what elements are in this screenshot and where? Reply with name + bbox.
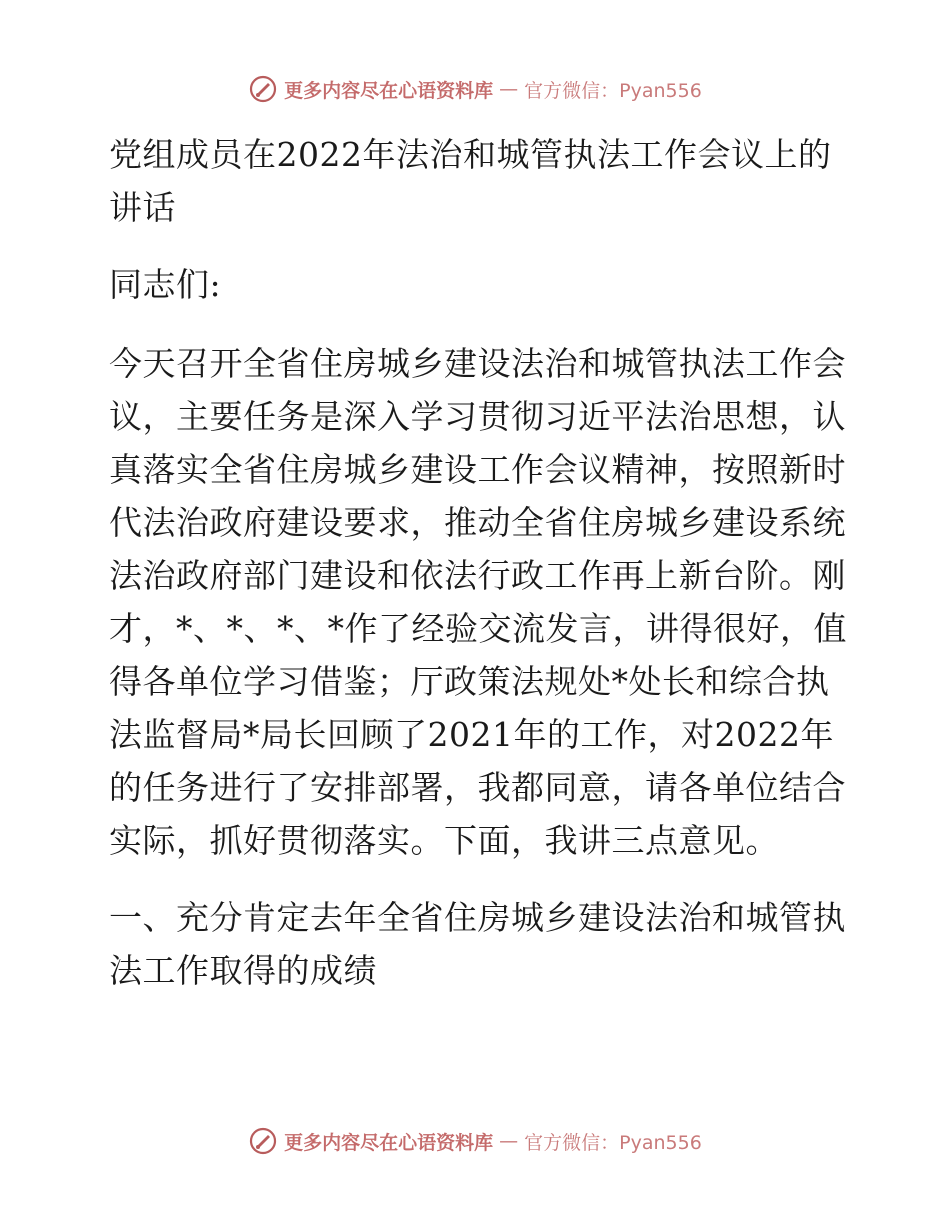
watermark-wechat-text: 官方微信：Pyan556 — [524, 79, 702, 102]
section-1-heading — [99, 891, 849, 997]
section-1-heading-text: 一、充分肯定去年全省住房城乡建设法治和城管执法工作取得的成绩 — [109, 898, 846, 990]
brand-logo-icon — [248, 74, 278, 104]
document-body — [99, 120, 849, 997]
watermark-brand-text: 更多内容尽在心语资料库 — [284, 79, 494, 102]
watermark-separator: — — [499, 1130, 519, 1152]
document-title — [99, 128, 849, 234]
brand-logo-icon — [248, 1126, 278, 1156]
watermark-header — [0, 74, 950, 104]
watermark-footer — [0, 1126, 950, 1156]
watermark-wechat-text: 官方微信：Pyan556 — [524, 1131, 702, 1154]
greeting — [99, 258, 849, 311]
paragraph-1 — [99, 337, 849, 867]
greeting-text: 同志们: — [109, 265, 222, 304]
paragraph-1-text: 今天召开全省住房城乡建设法治和城管执法工作会议，主要任务是深入学习贯彻习近平法治思想，认真落实全省住房城乡建设工作会议精神，按照新时代法治政府建设要求，推动全省住房城乡建设系统法治政府部门建设和依法行政工作再上新台阶。刚才，*、*、*、*作了经验交流发言，讲得很好，值得各单位学习借鉴；厅政策法规处*处长和综合执法监督局*局长回顾了2021年的工作，对2022年的任务进行了安排部署，我都同意，请各单位结合实际，抓好贯彻落实。下面，我讲三点意见。 — [109, 344, 847, 860]
document-title-text: 党组成员在2022年法治和城管执法工作会议上的讲话 — [109, 135, 832, 227]
watermark-separator: — — [499, 78, 519, 100]
watermark-brand-text: 更多内容尽在心语资料库 — [284, 1131, 494, 1154]
